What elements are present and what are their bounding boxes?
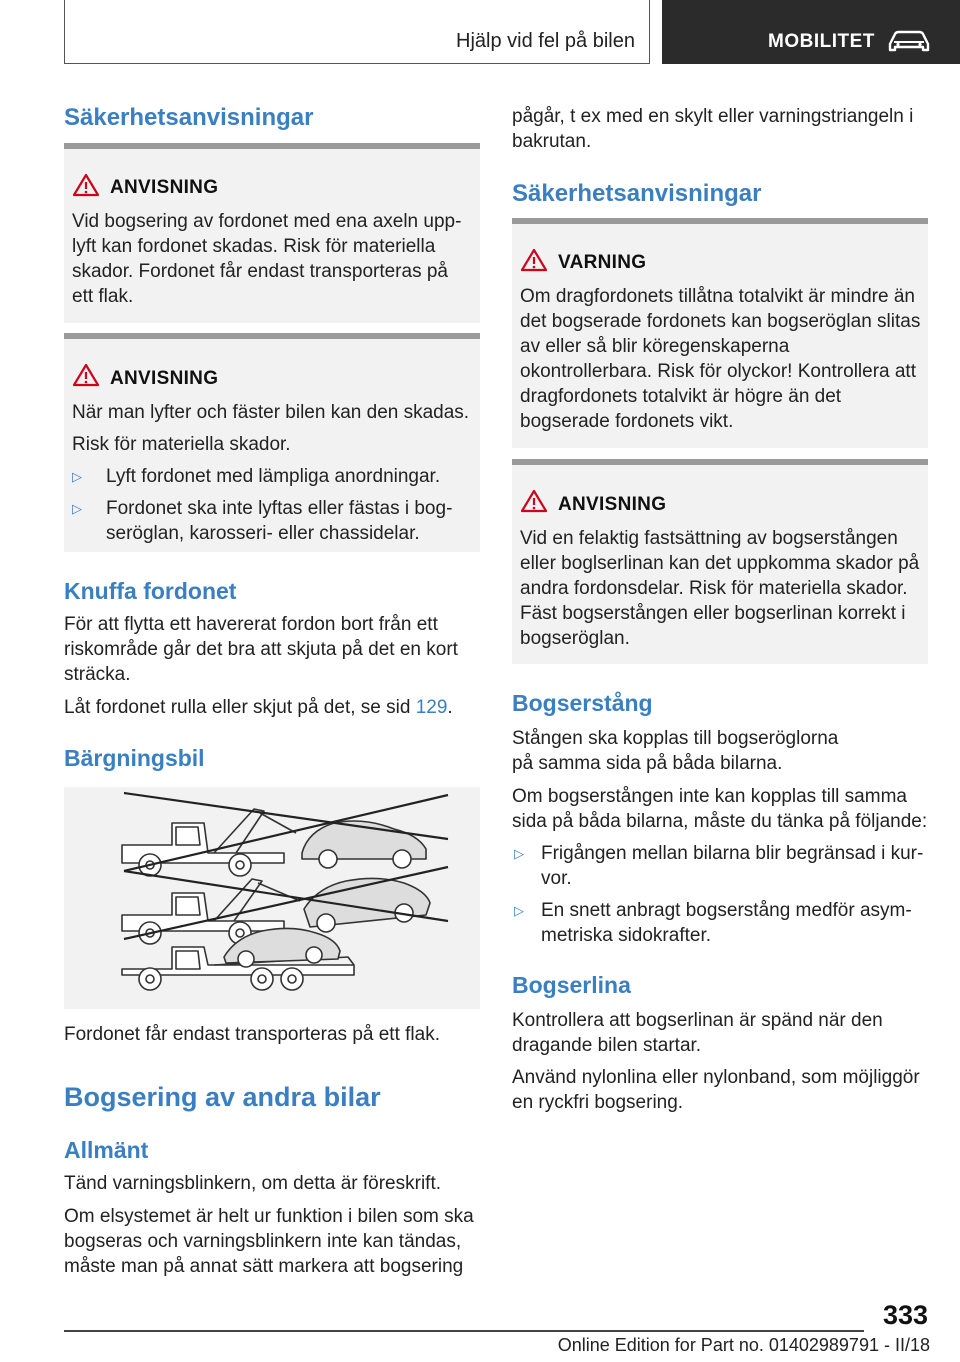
heading-general: Allmänt (64, 1137, 149, 1163)
heading-push: Knuffa fordonet (64, 578, 237, 604)
notice-text: Vid bogsering av fordonet med ena axeln upplyft kan fordonet skadas. Risk för materiella skador. Fordonet får endast transporteras på ett flak. (72, 211, 462, 307)
warning-triangle-icon (520, 248, 548, 272)
notice-box-1 (64, 143, 480, 323)
notice-label: ANVISNING (110, 368, 219, 389)
list-item: ▷ Frigången mellan bilarna blir begränsad i kurvor. (514, 843, 924, 889)
notice-box-2 (64, 333, 480, 552)
general-paragraph-2: Om elsystemet är helt ur funktion i bilen som ska bogseras och varningsblinkern inte kan tändas, måste man på annat sätt markera att bogsering (64, 1206, 474, 1277)
heading-safety-left: Säkerhetsanvisningar (64, 104, 314, 131)
triangle-bullet-icon: ▷ (72, 501, 82, 516)
rope-paragraph-1: Kontrollera att bogserlinan är spänd när den dragande bilen startar. (512, 1010, 883, 1056)
push-paragraph-1: För att flytta ett havererat fordon bort från ett riskområde går det bra att skjuta på det en kort sträcka. (64, 614, 458, 685)
bar-paragraph-1: Stången ska kopplas till bogseröglorna på samma sida på båda bilarna. (512, 728, 839, 774)
bar-paragraph-2: Om bogserstången inte kan kopplas till samma sida på båda bilarna, måste du tänka på följande: (512, 786, 928, 832)
heading-tow-bar: Bogserstång (512, 690, 653, 716)
list-item: ▷ Fordonet ska inte lyftas eller fästas i bogseröglan, karosseri- eller chassidelar. (72, 498, 453, 544)
triangle-bullet-icon: ▷ (514, 903, 524, 918)
list-item: ▷ Lyft fordonet med lämpliga anordningar. (72, 466, 441, 487)
footer-divider (64, 1330, 864, 1332)
warning-triangle-icon (72, 173, 100, 197)
triangle-bullet-icon: ▷ (72, 469, 82, 484)
page-link[interactable]: 129 (415, 697, 448, 718)
tow-illustration-graphic (64, 787, 480, 1009)
tow-caption: Fordonet får endast transporteras på ett flak. (64, 1024, 440, 1045)
notice-line-1: När man lyfter och fäster bilen kan den skadas. (72, 402, 470, 423)
triangle-bullet-icon: ▷ (514, 846, 524, 861)
notice-text: Vid en felaktig fastsättning av bogserstången eller boglserlinan kan det uppkomma skador på andra fordonsdelar. Risk för materiella skador. Fäst bogserstången eller bogserlinan korrekt i bogseröglan. (520, 528, 920, 649)
push-paragraph-2: Låt fordonet rulla eller skjut på det, se sid 129. (64, 697, 453, 718)
page-number: 333 (882, 1300, 928, 1330)
header-chapter (662, 0, 960, 64)
notice-box-3 (512, 459, 928, 664)
header-section (64, 0, 650, 64)
warning-triangle-icon (72, 363, 100, 387)
warning-box (512, 218, 928, 448)
heading-towing-other: Bogsering av andra bilar (64, 1082, 381, 1112)
tow-truck-illustration (64, 787, 480, 1009)
heading-tow-truck: Bärgningsbil (64, 745, 205, 771)
warning-triangle-icon (520, 489, 548, 513)
car-icon (886, 28, 932, 54)
notice-label: ANVISNING (110, 177, 219, 198)
warning-text: Om dragfordonets tillåtna totalvikt är mindre än det bogserade fordonets kan bogseröglan slitas av eller så blir köregenskaperna okontrollerbara. Risk för olyckor! Kontrollera att dragfordonets totalvikt är högre än det bogserade fordonets vikt. (520, 286, 921, 432)
list-item: ▷ En snett anbragt bogserstång medför asymmetriska sidokrafter. (514, 900, 912, 946)
general-paragraph-1: Tänd varningsblinkern, om detta är föreskrift. (64, 1173, 442, 1194)
heading-safety-right: Säkerhetsanvisningar (512, 180, 762, 207)
continued-paragraph: pågår, t ex med en skylt eller varningstriangeln i bakrutan. (512, 106, 914, 152)
notice-line-2: Risk för materiella skador. (72, 434, 291, 455)
rope-paragraph-2: Använd nylonlina eller nylonband, som möjliggör en ryckfri bogsering. (512, 1067, 920, 1113)
notice-label: ANVISNING (558, 494, 667, 515)
edition-footer: Online Edition for Part no. 01402989791 - II/18 (557, 1335, 930, 1355)
section-title: Hjälp vid fel på bilen (456, 30, 635, 52)
warning-label: VARNING (558, 252, 647, 273)
chapter-title: MOBILITET (768, 31, 875, 52)
heading-tow-rope: Bogserlina (512, 972, 631, 998)
